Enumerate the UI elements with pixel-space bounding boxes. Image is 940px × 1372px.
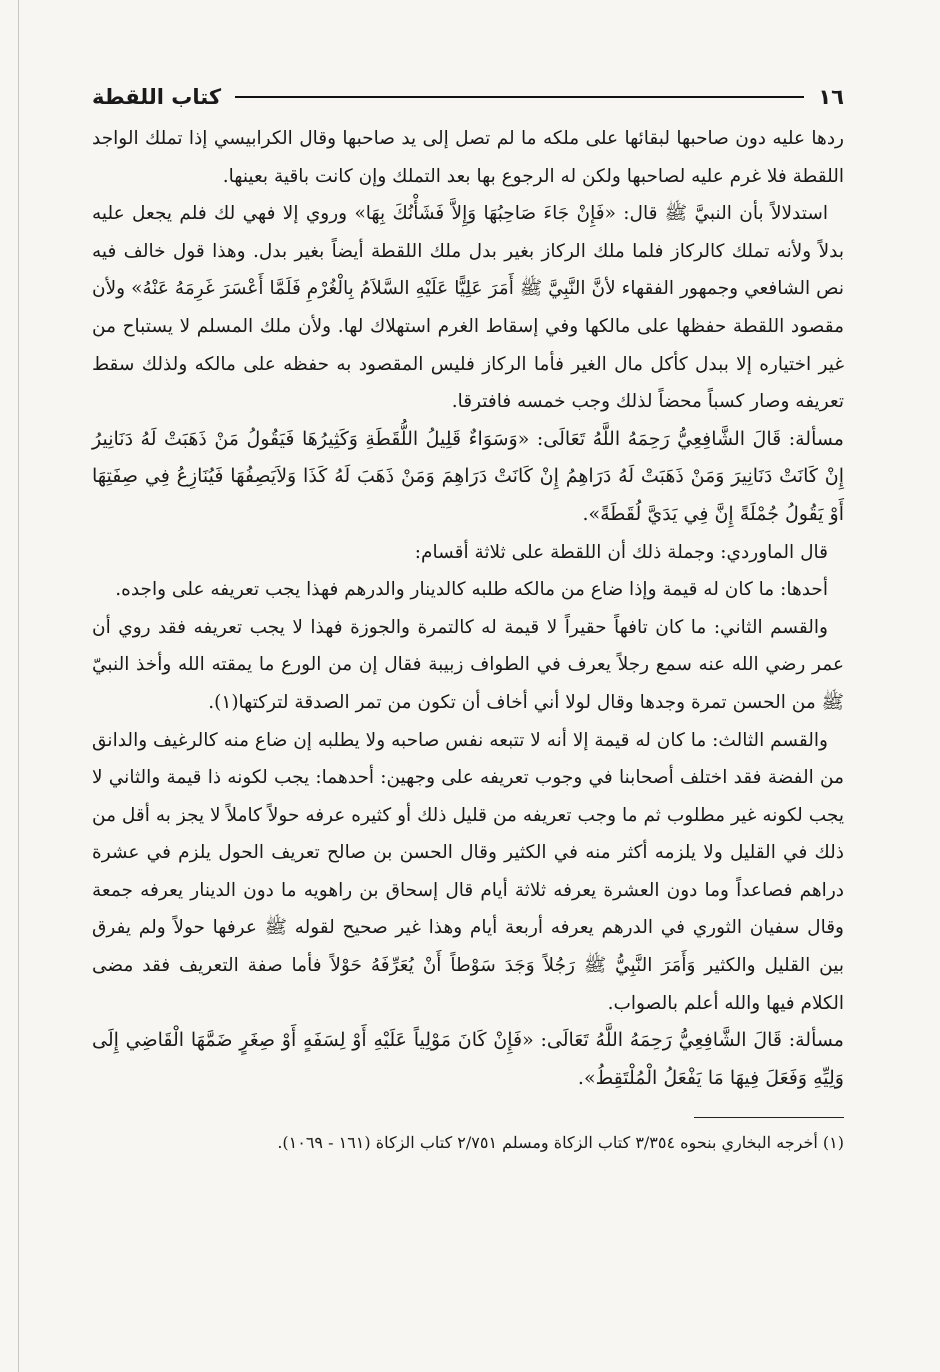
header-rule <box>235 96 804 98</box>
scan-edge-line <box>18 0 19 1372</box>
footnote: (١) أخرجه البخاري بنحوه ٣/٣٥٤ كتاب الزكاة ومسلم ٢/٧٥١ كتاب الزكاة (١٦١ - ١٠٦٩). <box>277 1133 844 1153</box>
category-third: والقسم الثالث: ما كان له قيمة إلا أنه لا تتبعه نفس صاحبه ولا يطلبه إن ضاع منه كالرغيف والدانق من الفضة فقد اختلف أصحابنا في وجوب تعريفه على وجهين: أحدهما: يجب لكونه ذا قيمة والثاني لا يجب لكونه غير مطلوب ثم ما وجب تعريفه من قليل ذلك أو كثيره عرفه حولاً كاملاً لا يجز به أقل من ذلك في القليل ولا يلزمه أكثر منه في الكثير وقال الحسن بن صالح تعريف الحول يلزم في عشرة دراهم فصاعداً وما دون العشرة يعرفه ثلاثة أيام قال إسحاق بن راهويه ما دون الدينار يعرفه جمعة وقال سفيان الثوري في الدرهم يعرفه أربعة أيام وهذا غير صحيح لقوله ﷺ عرفها حولاً ولم يفرق بين القليل والكثير وَأَمَرَ النَّبِيُّ ﷺ رَجُلاً وَجَدَ سَوْطاً أَنْ يُعَرِّفَهُ حَوْلاً فأما صفة التعريف فقد مضى الكلام فيها والله أعلم بالصواب. <box>92 729 844 1014</box>
book-page <box>92 82 844 1156</box>
category-second: والقسم الثاني: ما كان تافهاً حقيراً لا قيمة له كالتمرة والجوزة فهذا لا يجب تعريفه فقد روي أن عمر رضي الله عنه سمع رجلاً يعرف في الطواف زبيبة فقال إن من الورع ما يمقته الله وأخذ النبيّ ﷺ من الحسن تمرة وجدها وقال لولا أني أخاف أن تكون من تمر الصدقة لتركتها(١). <box>92 616 844 713</box>
paragraph-continuation: ردها عليه دون صاحبها لبقائها على ملكه ما لم تصل إلى يد صاحبها وقال الكرابيسي إذا تملك الواجد اللقطة فلا غرم عليه لصاحبها ولكن له الرجوع بها بعد التملك وإن كانت باقية بعينها. <box>92 128 844 187</box>
category-first: أحدها: ما كان له قيمة وإذا ضاع من مالكه طلبه كالدينار والدرهم فهذا يجب تعريفه على واجده. <box>115 579 828 601</box>
paragraph-argument: استدلالاً بأن النبيَّ ﷺ قال: «فَإِنْ جَاءَ صَاحِبُهَا وَإِلاَّ فَشَأْنُكَ بِهَا» وروي إلا فهي لك فلم يجعل عليه بدلاً ولأنه تملك كالركاز فلما ملك الركاز بغير بدل ملك اللقطة أيضاً بغير بدل. وهذا قول خالف فيه نص الشافعي وجمهور الفقهاء لأنَّ النَّبِيَّ ﷺ أَمَرَ عَلِيًّا عَلَيْهِ السَّلاَمُ بِالْغُرْمِ فَلَمَّا أَعْسَرَ غَرِمَهُ عَنْهُ» ولأن مقصود اللقطة حفظها على مالكها وفي إسقاط الغرم استهلاك لها. ولأن ملك المسلم لا يستباح من غير اختياره إلا ببدل كأكل مال الغير فأما الركاز فليس المقصود به حفظه على مالكه ولذلك سقط تعريفه وصار كسباً محضاً لذلك وجب خمسه فافترقا. <box>92 203 844 413</box>
masala-heading-1: مسألة: قَالَ الشَّافِعِيُّ رَحِمَهُ اللَّهُ تَعَالَى: «وَسَوَاءٌ قَلِيلُ اللُّقَطَةِ وَكَثِيرُهَا فَيَقُولُ مَنْ ذَهَبَتْ لَهُ دَنَانِيرُ إِنْ كَانَتْ دَنَانِيرَ وَمَنْ ذَهَبَتْ لَهُ دَرَاهِمُ إِنْ كَانَتْ دَرَاهِمَ وَمَنْ ذَهَبَ لَهُ كَذَا وَلاَيَصِفُهَا فَيُنَازِعُ فِي صِفَتِهَا أَوْ يَقُولُ جُمْلَةً إِنَّ فِي يَدَيَّ لُقَطَةً». <box>92 427 844 525</box>
masala-heading-2: مسألة: قَالَ الشَّافِعِيُّ رَحِمَهُ اللَّهُ تَعَالَى: «فَإِنْ كَانَ مَوْلِياً عَلَيْهِ أَوْ لِسَفَهٍ أَوْ صِغَرٍ ضَمَّهَا الْقَاضِي إِلَى وَلِيِّهِ وَفَعَلَ فِيهَا مَا يَفْعَلُ الْمُلْتَقِطُ». <box>92 1029 844 1089</box>
main-text <box>92 120 844 1097</box>
mawardi-intro: قال الماوردي: وجملة ذلك أن اللقطة على ثلاثة أقسام: <box>414 541 828 563</box>
chapter-title: كتاب اللقطة <box>92 85 222 109</box>
footnote-rule <box>694 1117 844 1118</box>
page-number: ١٦ <box>818 85 844 109</box>
running-header <box>92 82 844 112</box>
